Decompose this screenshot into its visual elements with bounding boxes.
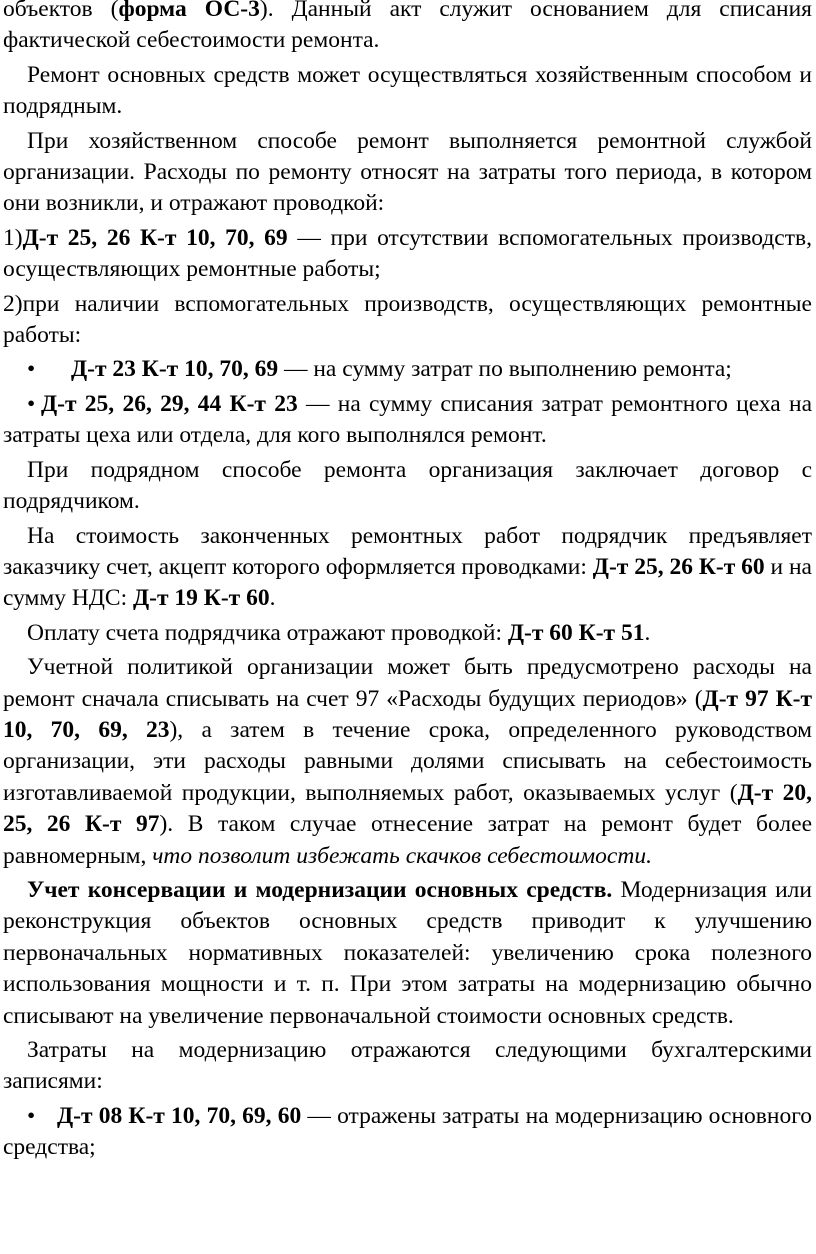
text: .: [644, 619, 651, 646]
paragraph-accounting-policy: [3, 652, 812, 872]
bullet-icon: •: [27, 390, 36, 417]
paragraph-form-os3: [3, 0, 812, 57]
text: Учетной политикой организации может быть предусмотрено расходы на ремонт сначала списывать на счет 97 «Расходы будущих периодов» (: [3, 654, 812, 712]
list-number: 2): [3, 290, 23, 317]
text: .: [269, 585, 276, 612]
text: Оплату счета подрядчика отражают проводкой:: [27, 619, 508, 646]
text: На стоимость законченных ремонтных работ подрядчик предъявляет заказчику счет, акцепт которого оформляется проводками:: [3, 522, 812, 580]
paragraph-invoice-payment: [3, 618, 812, 649]
bold-entry: Д-т 25, 26, 29, 44 К-т 23: [41, 390, 298, 417]
bold-entry: Д-т 23 К-т 10, 70, 69: [71, 356, 279, 383]
list-number: 1): [3, 224, 23, 251]
paragraph-in-house-repair: При хозяйственном способе ремонт выполняется ремонтной службой организации. Расходы по ремонту относят на затраты того периода, в котором они возникли, и отражают проводкой:: [3, 127, 812, 217]
italic-text: что позволит избежать скачков себестоимости.: [152, 842, 652, 869]
text: при наличии вспомогательных производств, осуществляющих ремонтные работы:: [3, 290, 812, 349]
text: — при отсутствии вспомогательных производств, осуществляющих ремонтные работы;: [3, 224, 812, 283]
text: ). Данный акт служит основанием для списания фактической себестоимости ремонта.: [3, 0, 812, 54]
bold-entry: Д-т 25, 26 К-т 10, 70, 69: [22, 224, 288, 251]
paragraph-contractor-invoice: [3, 521, 812, 615]
text: Модернизация или реконструкция объектов основных средств приводит к улучшению первоначальных нормативных показателей: увеличению срока полезного использования мощности и т. п. При этом затраты на модернизацию обычно списывают на увеличение первоначальной стоимости основных средств.: [3, 876, 812, 1029]
bold-entry: Д-т 08 К-т 10, 70, 69, 60: [57, 1102, 302, 1129]
bold-form-name: форма ОС-3: [118, 0, 260, 22]
text: ). В таком случае отнесение затрат на ремонт будет более равномерным,: [3, 811, 812, 869]
bullet-icon: •: [27, 1102, 36, 1129]
bold-entry: Д-т 25, 26 К-т 60: [592, 553, 765, 580]
paragraph-modernization: [3, 875, 812, 1032]
text: ), а затем в течение срока, определенного руководством организации, эти расходы равными долями списывать на себестоимость изготавливаемой продукции, выполняемых работ, оказываемых услуг (: [3, 716, 812, 806]
text: — на сумму затрат по выполнению ремонта;: [278, 356, 732, 383]
list-item-2: [3, 289, 812, 352]
bullet-icon: •: [27, 356, 36, 383]
text: и на сумму НДС:: [3, 553, 812, 612]
paragraph-modernization-entries: Затраты на модернизацию отражаются следующими бухгалтерскими записями:: [3, 1037, 812, 1095]
bold-entry: Д-т 97 К-т 10, 70, 69, 23: [3, 685, 812, 743]
text: — на сумму списания затрат ремонтного цеха на затраты цеха или отдела, для кого выполнялся ремонт.: [3, 390, 813, 449]
section-heading: Учет консервации и модернизации основных средств.: [27, 876, 613, 903]
bullet-item-25: [3, 389, 812, 452]
paragraph-contract-repair: При подрядном способе ремонта организация заключает договор с подрядчиком.: [3, 456, 812, 515]
bold-entry: Д-т 20, 25, 26 К-т 97: [3, 779, 813, 838]
bullet-item-23: [3, 354, 812, 385]
bold-entry: Д-т 19 К-т 60: [133, 585, 270, 612]
paragraph-repair-methods: Ремонт основных средств может осуществляться хозяйственным способом и подрядным.: [3, 61, 812, 120]
text: объектов (: [3, 0, 119, 22]
list-item-1: [3, 223, 812, 286]
bold-entry: Д-т 60 К-т 51: [507, 619, 645, 646]
bullet-item-08: [3, 1101, 812, 1164]
text: — отражены затраты на модернизацию основного средства;: [3, 1102, 812, 1161]
